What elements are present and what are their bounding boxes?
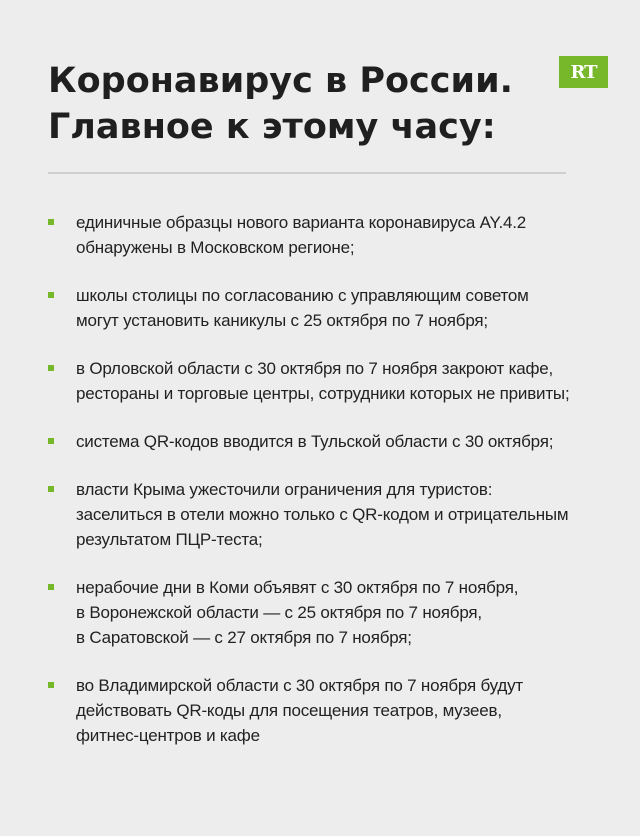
bullet-square-icon <box>48 292 54 298</box>
list-item-line: школы столицы по согласованию с управляющим советом <box>76 286 529 305</box>
list-item-text <box>76 210 608 260</box>
list-item-line: система QR-кодов вводится в Тульской области с 30 октября; <box>76 432 554 451</box>
list-item-text <box>76 283 608 333</box>
news-list <box>48 210 608 771</box>
list-item <box>48 429 608 454</box>
list-item <box>48 210 608 260</box>
list-item <box>48 477 608 552</box>
list-item <box>48 283 608 333</box>
list-item-line: обнаружены в Московском регионе; <box>76 238 355 257</box>
list-item <box>48 673 608 748</box>
list-item-line: результатом ПЦР-теста; <box>76 530 263 549</box>
list-item-line: в Орловской области с 30 октября по 7 ноября закроют кафе, <box>76 359 554 378</box>
bullet-square-icon <box>48 584 54 590</box>
bullet-square-icon <box>48 486 54 492</box>
list-item-line: нерабочие дни в Коми объявят с 30 октября по 7 ноября, <box>76 578 519 597</box>
title-line: Коронавирус в России. <box>48 61 513 101</box>
bullet-square-icon <box>48 438 54 444</box>
list-item-line: во Владимирской области с 30 октября по 7 ноября будут <box>76 676 523 695</box>
bullet-square-icon <box>48 219 54 225</box>
list-item-line: действовать QR-коды для посещения театров, музеев, <box>76 701 502 720</box>
list-item-line: заселиться в отели можно только с QR-кодом и отрицательным <box>76 505 569 524</box>
list-item-line: в Воронежской области — с 25 октября по 7 ноября, <box>76 603 482 622</box>
bullet-square-icon <box>48 682 54 688</box>
list-item-text <box>76 429 608 454</box>
list-item-line: в Саратовской — с 27 октября по 7 ноября; <box>76 628 412 647</box>
list-item-text <box>76 673 608 748</box>
title-line: Главное к этому часу: <box>48 107 496 147</box>
list-item <box>48 575 608 650</box>
list-item-line: фитнес-центров и кафе <box>76 726 260 745</box>
list-item-line: рестораны и торговые центры, сотрудники которых не привиты; <box>76 384 570 403</box>
list-item-text <box>76 575 608 650</box>
rt-logo: RT <box>559 56 608 88</box>
divider <box>48 172 566 174</box>
bullet-square-icon <box>48 365 54 371</box>
list-item-line: единичные образцы нового варианта коронавируса AY.4.2 <box>76 213 527 232</box>
page-title <box>48 58 528 150</box>
list-item-text <box>76 477 608 552</box>
list-item-text <box>76 356 608 406</box>
list-item-line: власти Крыма ужесточили ограничения для туристов: <box>76 480 493 499</box>
list-item <box>48 356 608 406</box>
list-item-line: могут установить каникулы с 25 октября по 7 ноября; <box>76 311 488 330</box>
